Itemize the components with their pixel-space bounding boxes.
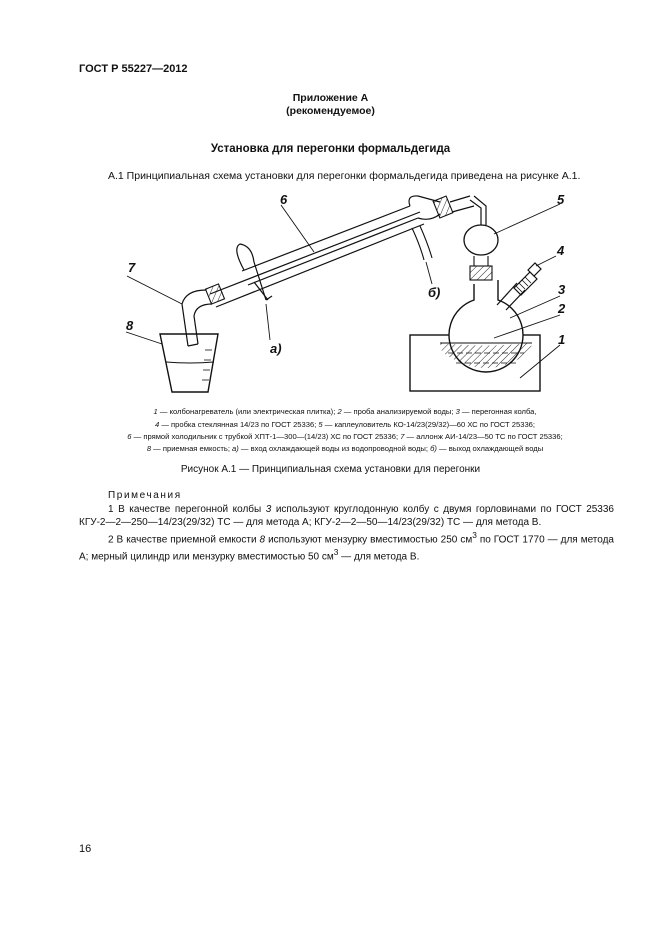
note-2: 2 В качестве приемной емкости 8 используют мензурку вместимостью 250 $см^3$ по ГОСТ 1770 — для метода А; мерный цилиндр или мензурку вместимостью 50 $см^3$ — для метода В. — [79, 530, 614, 563]
glass-stopper — [514, 263, 541, 295]
legend-line-1: 1 — колбонагреватель (или электрическая плитка); 2 — проба анализируемой воды; 3 — перегонная колба, — [153, 407, 537, 416]
figure-caption: Рисунок А.1 — Принципиальная схема установки для перегонки — [180, 464, 481, 475]
label-6: 6 — [280, 192, 288, 207]
label-3: 3 — [558, 282, 566, 297]
distillation-apparatus-diagram — [100, 188, 580, 403]
appendix-subtitle: (рекомендуемое) — [286, 105, 375, 117]
section-title: Установка для перегонки формальдегида — [210, 143, 451, 155]
note-1: 1 В качестве перегонной колбы 3 используют круглодонную колбу с двумя горловинами по ГОСТ 25336 КГУ-2—2—250—14/23(29/32) ТС — для метода А; КГУ-2—2—50—14/23(29/32) ТС — для метода В. — [79, 504, 614, 528]
receiver-beaker — [160, 334, 218, 392]
label-2: 2 — [558, 301, 566, 316]
document-standard-header: ГОСТ Р 55227—2012 — [79, 63, 188, 75]
label-4: 4 — [557, 243, 565, 258]
distilling-flask — [440, 280, 532, 372]
label-8: 8 — [126, 318, 134, 333]
splash-trap — [464, 196, 498, 280]
label-b: б) — [428, 285, 441, 300]
notes-heading: Примечания — [108, 490, 182, 501]
legend-line-3: 6 — прямой холодильник с трубкой ХПТ-1—300—(14/23) ХС по ГОСТ 25336; 7 — аллонж АИ-14/23—50 ТС по ГОСТ 25336; — [127, 432, 563, 441]
label-1: 1 — [558, 332, 566, 347]
page-number: 16 — [79, 843, 92, 855]
label-5: 5 — [557, 192, 565, 207]
label-a: а) — [270, 341, 282, 356]
section-intro: А.1 Принципиальная схема установки для перегонки формальдегида приведена на рисунке А.1. — [108, 170, 581, 182]
legend-line-2: 4 — пробка стеклянная 14/23 по ГОСТ 25336; 5 — каплеуловитель КО-14/23(29/32)—60 ХС по ГОСТ 25336; — [154, 420, 536, 429]
legend-line-4: 8 — приемная емкость; а) — вход охлаждающей воды из водопроводной воды; б) — выход охлаждающей воды — [146, 444, 544, 453]
appendix-title: Приложение А — [292, 92, 369, 104]
label-7: 7 — [128, 260, 136, 275]
